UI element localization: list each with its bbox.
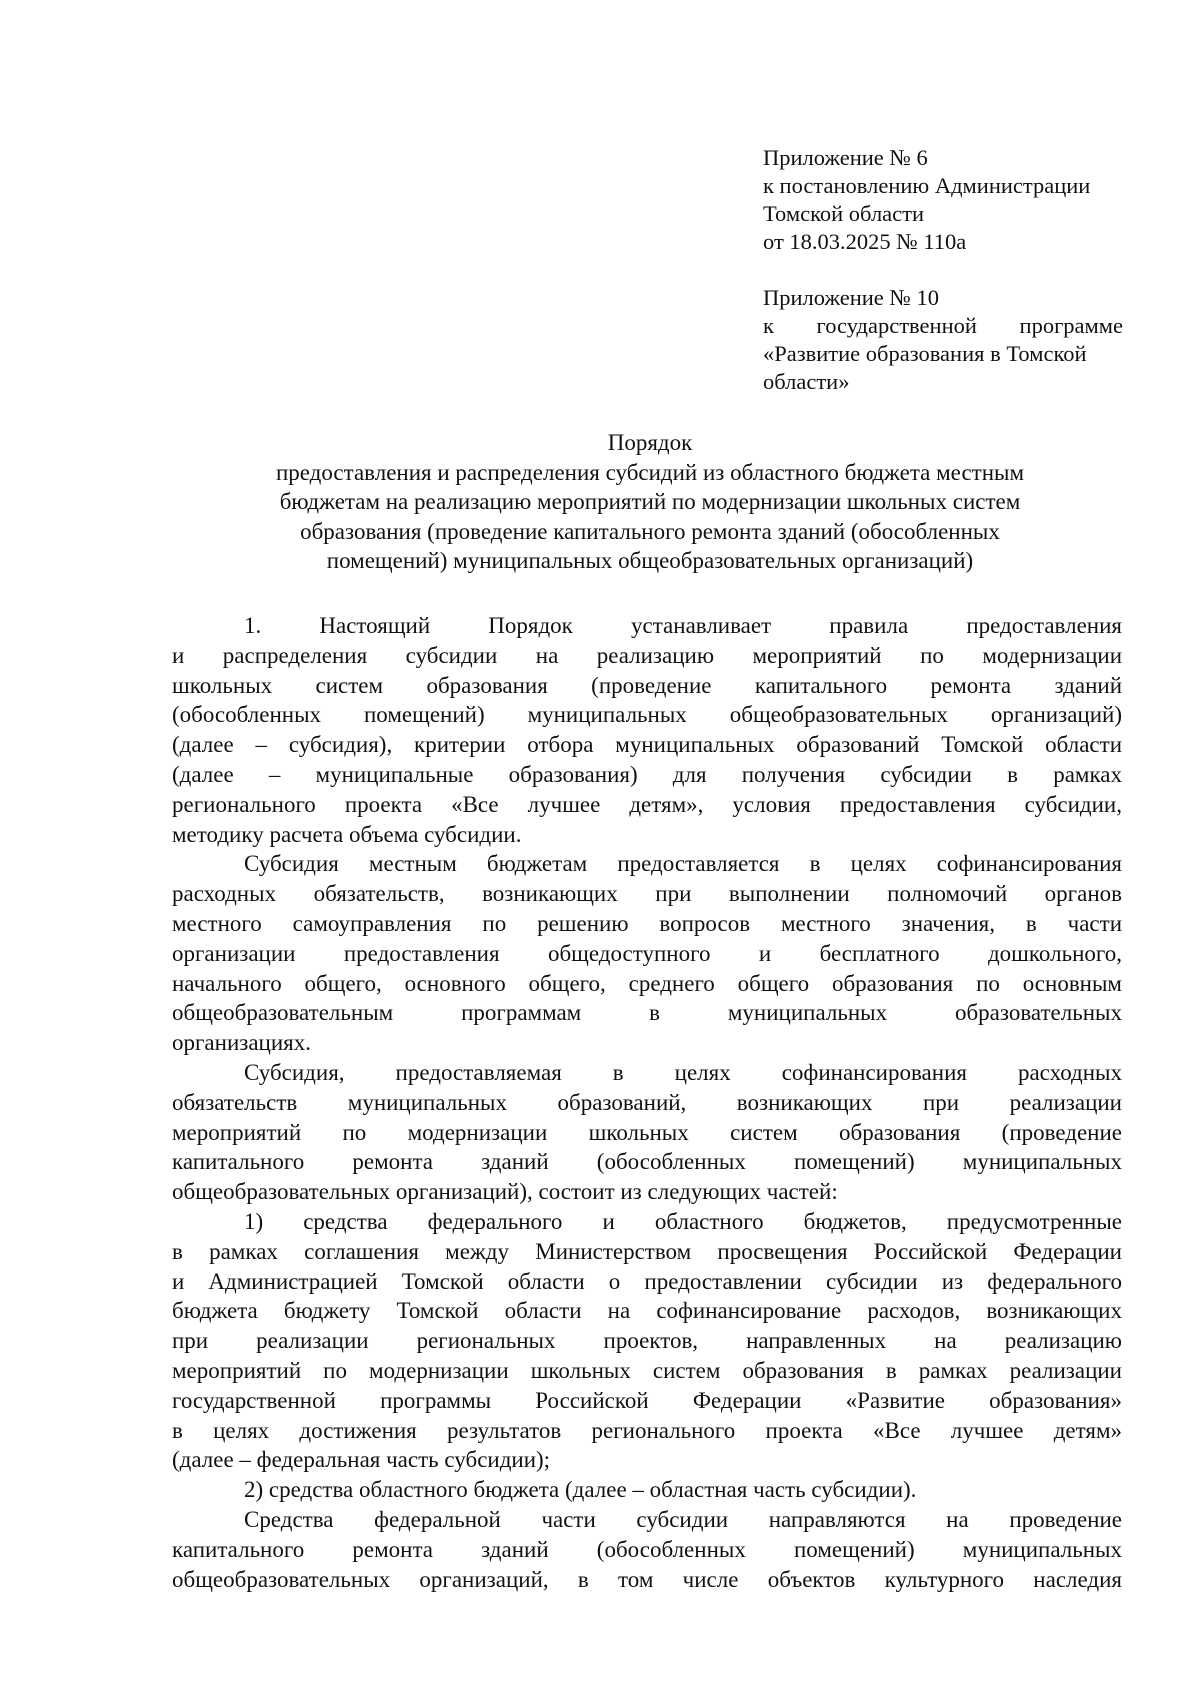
document-body	[172, 611, 1122, 1594]
body-line: организациях.	[172, 1030, 311, 1056]
body-line: начального общего, основного общего, среднего общего образования по основным	[172, 970, 1122, 996]
body-line: расходных обязательств, возникающих при выполнении полномочий органов	[172, 881, 1122, 907]
body-line: общеобразовательным программам в муниципальных образовательных	[172, 1000, 1122, 1026]
body-line: школьных систем образования (проведение капитального ремонта зданий	[172, 672, 1122, 698]
body-line: мероприятий по модернизации школьных систем образования в рамках реализации	[172, 1357, 1122, 1383]
title-line: образования (проведение капитального ремонта зданий (обособленных	[300, 518, 1000, 544]
body-line: (далее – муниципальные образования) для получения субсидии в рамках	[172, 761, 1122, 787]
body-line: 2) средства областного бюджета (далее – областная часть субсидии).	[244, 1477, 917, 1503]
appendix-state-program	[763, 284, 1123, 396]
body-line: Субсидия местным бюджетам предоставляется в целях софинансирования	[244, 851, 1122, 877]
appendix-line: Приложение № 10	[763, 285, 939, 310]
body-line: Средства федеральной части субсидии направляются на проведение	[244, 1506, 1122, 1532]
body-line: и распределения субсидии на реализацию мероприятий по модернизации	[172, 642, 1122, 668]
title-line: помещений) муниципальных общеобразовательных организаций)	[326, 548, 974, 573]
body-line: (обособленных помещений) муниципальных общеобразовательных организаций)	[172, 702, 1122, 728]
body-line: мероприятий по модернизации школьных систем образования (проведение	[172, 1119, 1122, 1145]
body-line: обязательств муниципальных образований, возникающих при реализации	[172, 1089, 1122, 1115]
body-line: капитального ремонта зданий (обособленных помещений) муниципальных	[172, 1149, 1122, 1175]
body-line: местного самоуправления по решению вопросов местного значения, в части	[172, 910, 1122, 936]
appendix-current-resolution	[763, 144, 1123, 256]
body-line: регионального проекта «Все лучшее детям», условия предоставления субсидии,	[172, 791, 1122, 817]
body-line: бюджета бюджету Томской области на софинансирование расходов, возникающих	[172, 1298, 1122, 1324]
body-line: 1) средства федерального и областного бюджетов, предусмотренные	[244, 1208, 1122, 1234]
body-line: методику расчета объема субсидии.	[172, 821, 522, 847]
appendix-line: Томской области	[763, 201, 925, 226]
body-line: (далее – федеральная часть субсидии);	[172, 1447, 551, 1473]
appendix-line: Приложение № 6	[763, 145, 928, 170]
appendix-line: к государственной программе	[763, 313, 1123, 338]
appendix-line: к постановлению Администрации	[763, 173, 1091, 198]
body-line: общеобразовательных организаций), состоит из следующих частей:	[172, 1179, 838, 1205]
body-line: и Администрацией Томской области о предоставлении субсидии из федерального	[172, 1268, 1122, 1294]
appendix-line: от 18.03.2025 № 110а	[763, 229, 967, 254]
body-line: организации предоставления общедоступного и бесплатного дошкольного,	[172, 940, 1122, 966]
body-line: 1. Настоящий Порядок устанавливает правила предоставления	[244, 613, 1122, 638]
appendix-line: области»	[763, 369, 850, 394]
body-line: Субсидия, предоставляемая в целях софинансирования расходных	[244, 1059, 1122, 1085]
title-line: Порядок	[607, 430, 693, 455]
body-line: при реализации региональных проектов, направленных на реализацию	[172, 1328, 1122, 1354]
body-line: капитального ремонта зданий (обособленных помещений) муниципальных	[172, 1536, 1122, 1562]
appendix-line: «Развитие образования в Томской	[763, 341, 1087, 366]
title-line: бюджетам на реализацию мероприятий по модернизации школьных систем	[279, 489, 1021, 514]
body-line: государственной программы Российской Федерации «Развитие образования»	[172, 1387, 1122, 1413]
body-line: (далее – субсидия), критерии отбора муниципальных образований Томской области	[172, 732, 1122, 758]
body-line: общеобразовательных организаций, в том числе объектов культурного наследия	[172, 1566, 1122, 1592]
body-line: в рамках соглашения между Министерством просвещения Российской Федерации	[172, 1238, 1122, 1264]
document-title	[170, 428, 1130, 576]
body-line: в целях достижения результатов регионального проекта «Все лучшее детям»	[172, 1417, 1122, 1443]
title-line: предоставления и распределения субсидий из областного бюджета местным	[275, 459, 1025, 485]
